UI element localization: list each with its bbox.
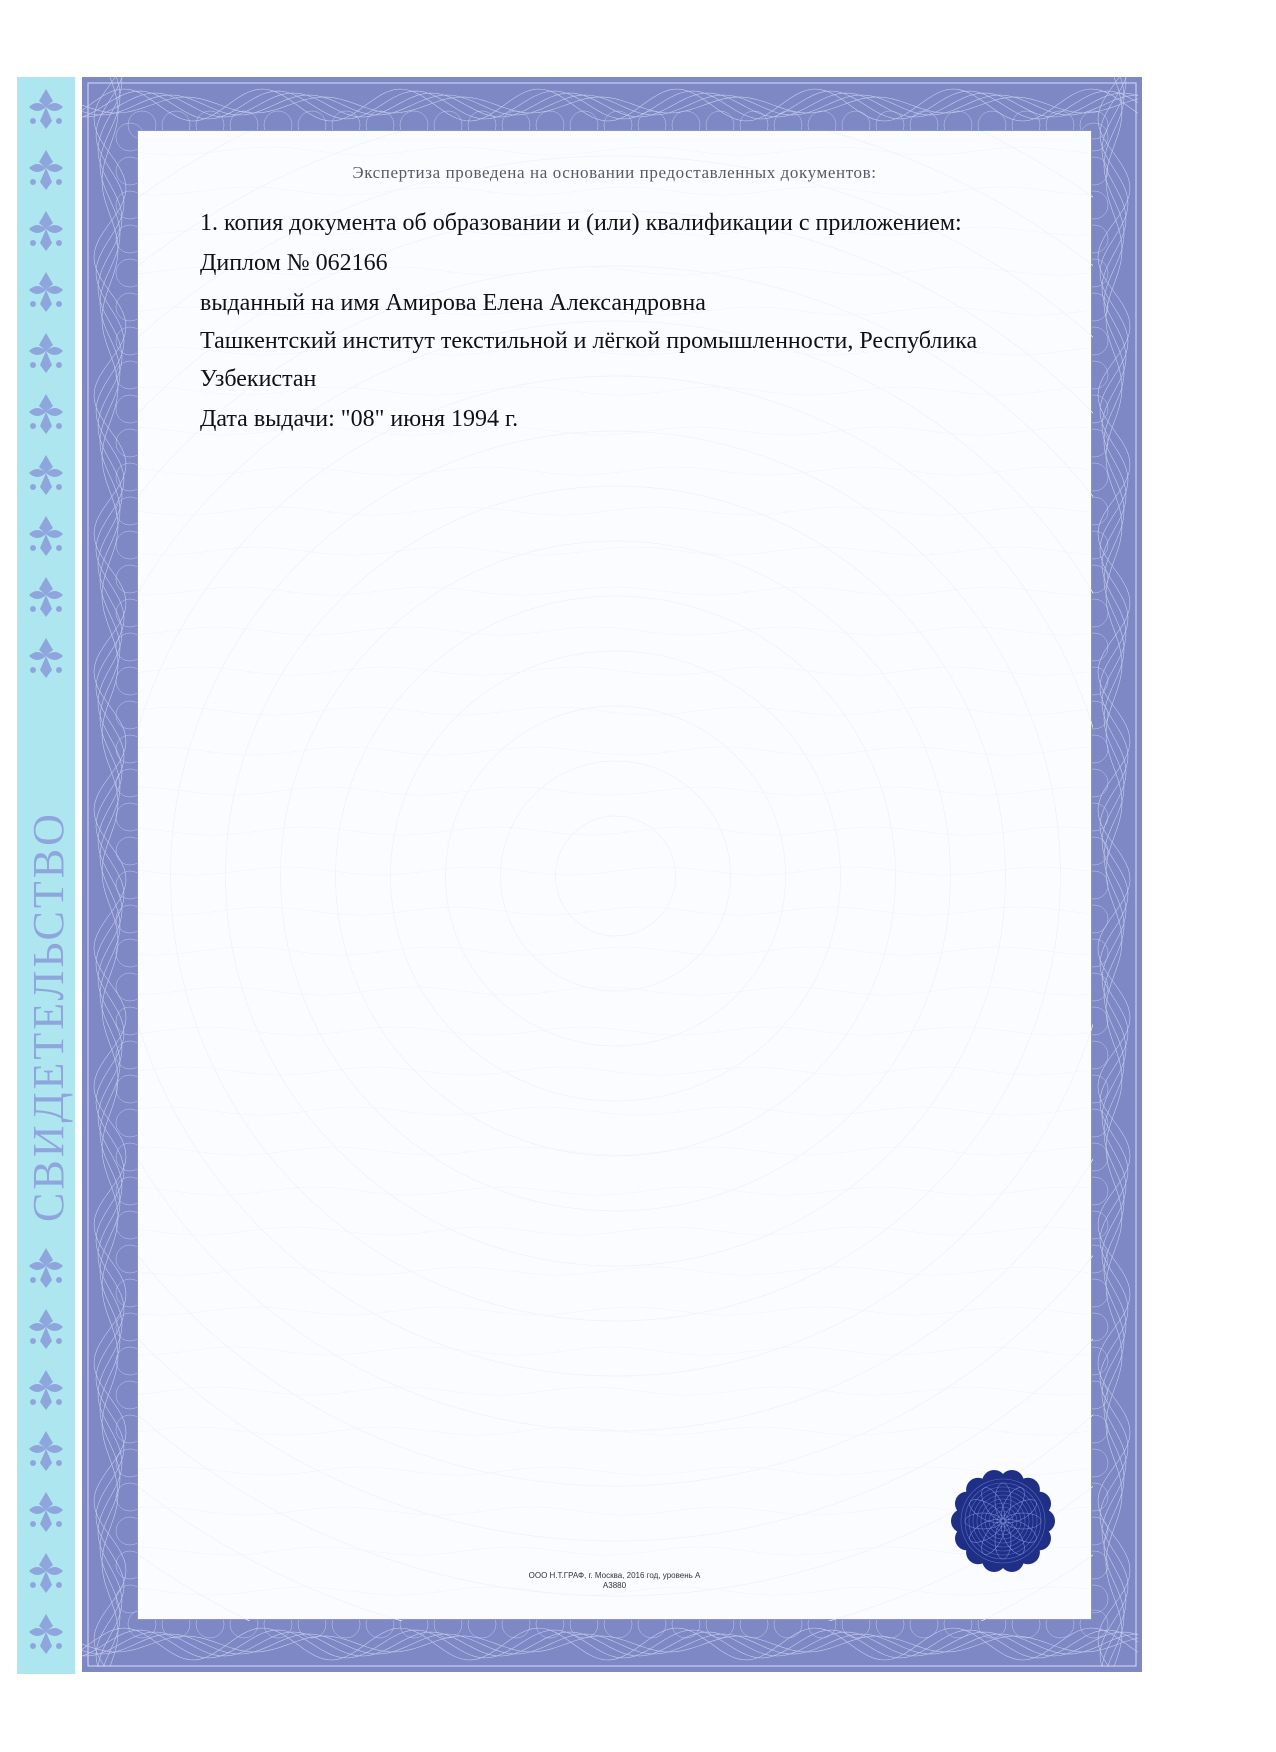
side-strip [17, 77, 75, 1674]
ornament-icon [29, 1492, 63, 1532]
document-content [200, 203, 1060, 439]
rosette-seal-icon [948, 1466, 1058, 1576]
ornament-icon [29, 1309, 63, 1349]
ornament-icon [29, 1248, 63, 1288]
ornament-icon [29, 577, 63, 617]
issued-to: выданный на имя Амирова Елена Александровна [200, 290, 706, 316]
preamble-text: Экспертиза проведена на основании предоставленных документов: [352, 163, 877, 182]
ornament-icon [29, 455, 63, 495]
ornament-icon [29, 1614, 63, 1654]
ornament-icon [29, 516, 63, 556]
ornament-icon [29, 394, 63, 434]
ornament-icon [29, 211, 63, 251]
item-heading: 1. копия документа об образовании и (или) квалификации с приложением: [200, 210, 962, 236]
imprint-line-1: ООО Н.Т.ГРАФ, г. Москва, 2016 год, уровень А [528, 1571, 701, 1580]
ornament-icon [29, 1431, 63, 1471]
side-strip-title: СВИДЕТЕЛЬСТВО [24, 811, 73, 1222]
imprint-line-2: А3880 [602, 1581, 627, 1590]
institution-line-1: Ташкентский институт текстильной и лёгкой промышленности, Республика [200, 328, 978, 354]
printer-imprint [138, 1571, 1091, 1591]
ornament-icon [29, 1370, 63, 1410]
ornament-icon [29, 1553, 63, 1593]
document-body [137, 130, 1092, 1620]
ornament-icon [29, 333, 63, 373]
ornament-icon [29, 272, 63, 312]
issue-date: Дата выдачи: "08" июня 1994 г. [200, 406, 519, 432]
ornament-icon [29, 638, 63, 678]
diploma-number: Диплом № 062166 [200, 250, 388, 276]
institution-line-2: Узбекистан [200, 366, 317, 392]
ornament-icon [29, 89, 63, 129]
ornament-icon [29, 150, 63, 190]
